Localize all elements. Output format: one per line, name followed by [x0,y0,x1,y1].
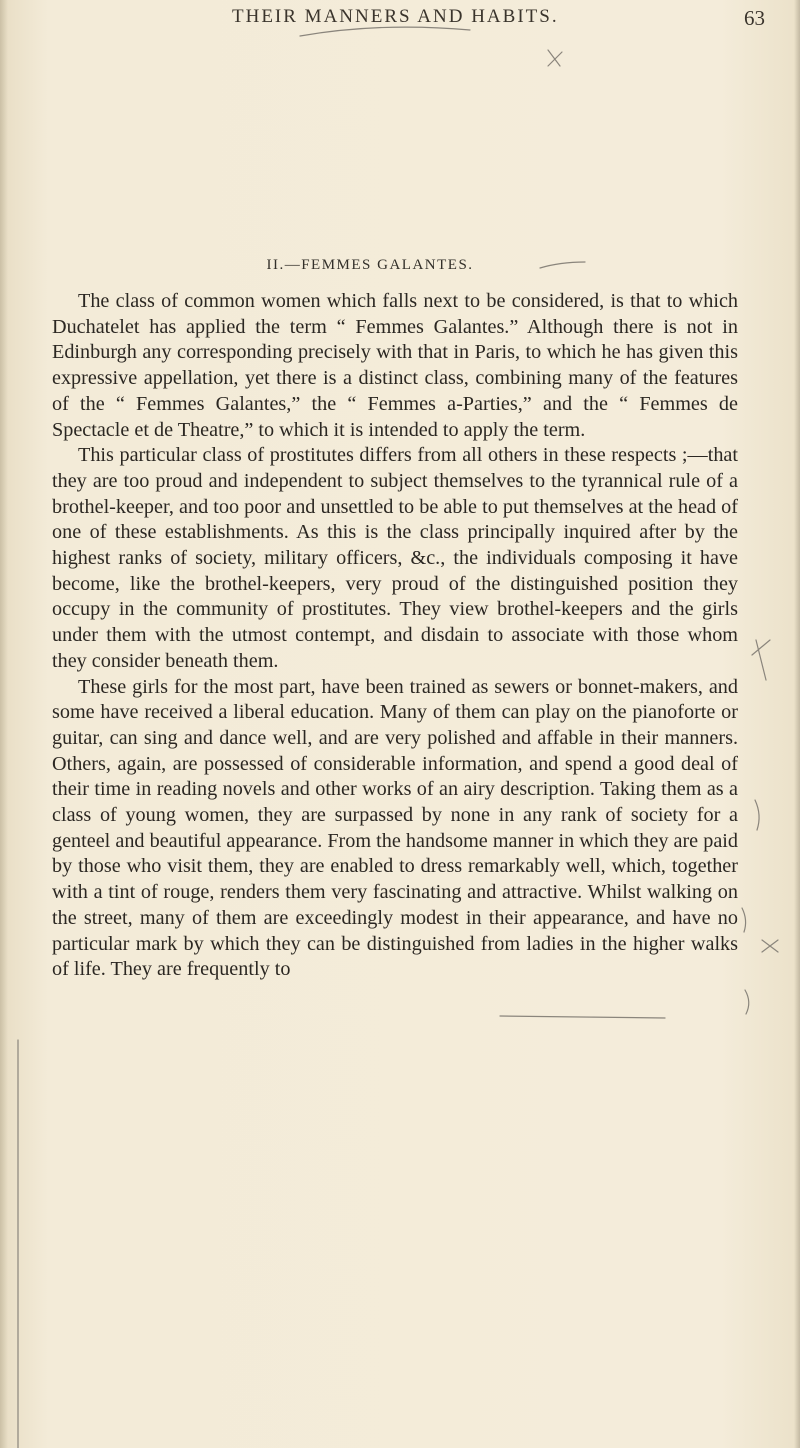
page-number: 63 [744,6,765,30]
paragraph-1: The class of common women which falls next to be considered, is that to which Duchatelet has applied the term “ Femmes Galantes.” Although there is not in Edinburgh any corresponding precisely with that in Paris, to which he has given this expressive appellation, yet there is a distinct class, combining many of the features of the “ Femmes Galantes,” the “ Femmes a-Parties,” and the “ Femmes de Spectacle et de Theatre,” to which it is intended to apply the term. [52,290,738,441]
section-heading [0,257,800,274]
paragraph-3: These girls for the most part, have been trained as sewers or bonnet-makers, and some have received a liberal education. Many of them can play on the pianoforte or guitar, can sing and dance well, and are very polished and affable in their manners. Others, again, are possessed of considerable information, and spend a good deal of their time in reading novels and other works of an airy description. Taking them as a class of young women, they are surpassed by none in any rank of society for a genteel and beautiful appearance. From the handsome manner in which they are paid by those who visit them, they are enabled to dress remarkably well, which, together with a tint of rouge, renders them very fascinating and attractive. Whilst walking on the street, many of them are exceedingly modest in their appearance, and have no particular mark by which they can be distinguished from ladies in the higher walks of life. They are frequently to [52,675,738,981]
running-head-title: THEIR MANNERS AND HABITS. [232,6,559,27]
running-head [0,6,800,36]
body-text [52,289,738,983]
section-heading-text: II.—FEMMES GALANTES. [266,257,474,273]
page-edge-shadow [794,0,800,1448]
page-gutter-shadow [0,0,8,1448]
paragraph-2: This particular class of prostitutes differs from all others in these respects ;—that they are too proud and independent to subject themselves to the tyrannical rule of a brothel-keeper, and too poor and unsettled to be able to put themselves at the head of one of these establishments. As this is the class principally inquired after by the highest ranks of society, military officers, &c., the individuals composing it have become, like the brothel-keepers, very proud of the distinguished position they occupy in the community of prostitutes. They view brothel-keepers and the girls under them with the utmost contempt, and disdain to associate with those whom they consider beneath them. [52,444,738,672]
